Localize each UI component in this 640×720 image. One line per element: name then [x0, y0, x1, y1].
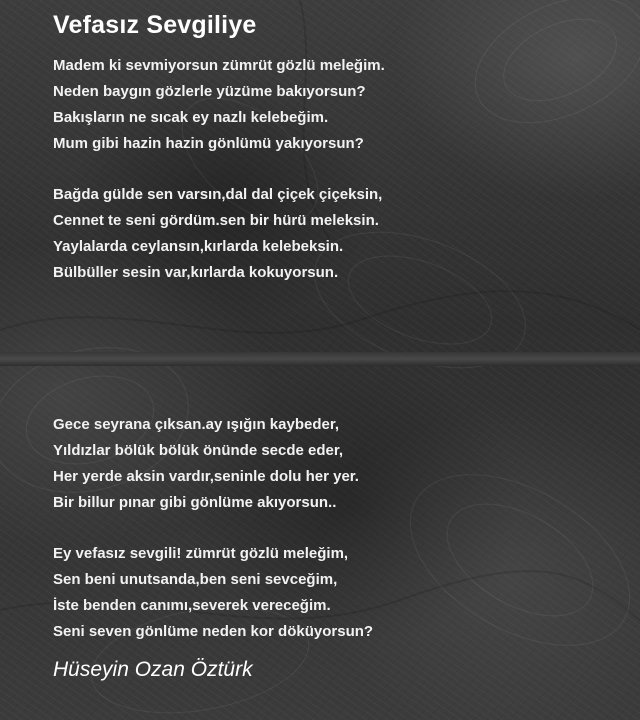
- poem-line: Bir billur pınar gibi gönlüme akıyorsun..: [53, 494, 337, 511]
- poem-line: Her yerde aksin vardır,seninle dolu her yer.: [53, 468, 359, 485]
- poem-line: Gece seyrana çıksan.ay ışığın kaybeder,: [53, 416, 340, 433]
- poem-line: Bülbüller sesin var,kırlarda kokuyorsun.: [53, 264, 339, 281]
- poem-author: Hüseyin Ozan Öztürk: [53, 658, 253, 681]
- poem-line: Ey vefasız sevgili! zümrüt gözlü meleğim,: [53, 545, 349, 562]
- poem-line: Sen beni unutsanda,ben seni sevceğim,: [53, 571, 338, 588]
- poem-line: Yıldızlar bölük bölük önünde secde eder,: [53, 442, 344, 459]
- poem-line: Seni seven gönlüme neden kor döküyorsun?: [53, 623, 374, 640]
- poem-line: Yaylalarda ceylansın,kırlarda kelebeksin.: [53, 238, 344, 255]
- poem-line: Neden baygın gözlerle yüzüme bakıyorsun?: [53, 83, 366, 100]
- poem-line: İste benden canımı,severek vereceğim.: [53, 597, 331, 614]
- poem-part-1: [53, 53, 385, 286]
- poem-line: Cennet te seni gördüm.sen bir hürü meleksin.: [53, 212, 379, 229]
- stanza-gap: [53, 157, 385, 182]
- poem-title: Vefasız Sevgiliye: [53, 11, 257, 39]
- stanza-gap: [53, 516, 373, 541]
- poem-line: Mum gibi hazin hazin gönlümü yakıyorsun?: [53, 135, 364, 152]
- divider-band: [0, 352, 640, 366]
- poem-part-2: [53, 412, 373, 645]
- poem-line: Bakışların ne sıcak ey nazlı kelebeğim.: [53, 109, 329, 126]
- poem-line: Madem ki sevmiyorsun zümrüt gözlü meleğim.: [53, 57, 385, 74]
- poem-line: Bağda gülde sen varsın,dal dal çiçek çiçeksin,: [53, 186, 383, 203]
